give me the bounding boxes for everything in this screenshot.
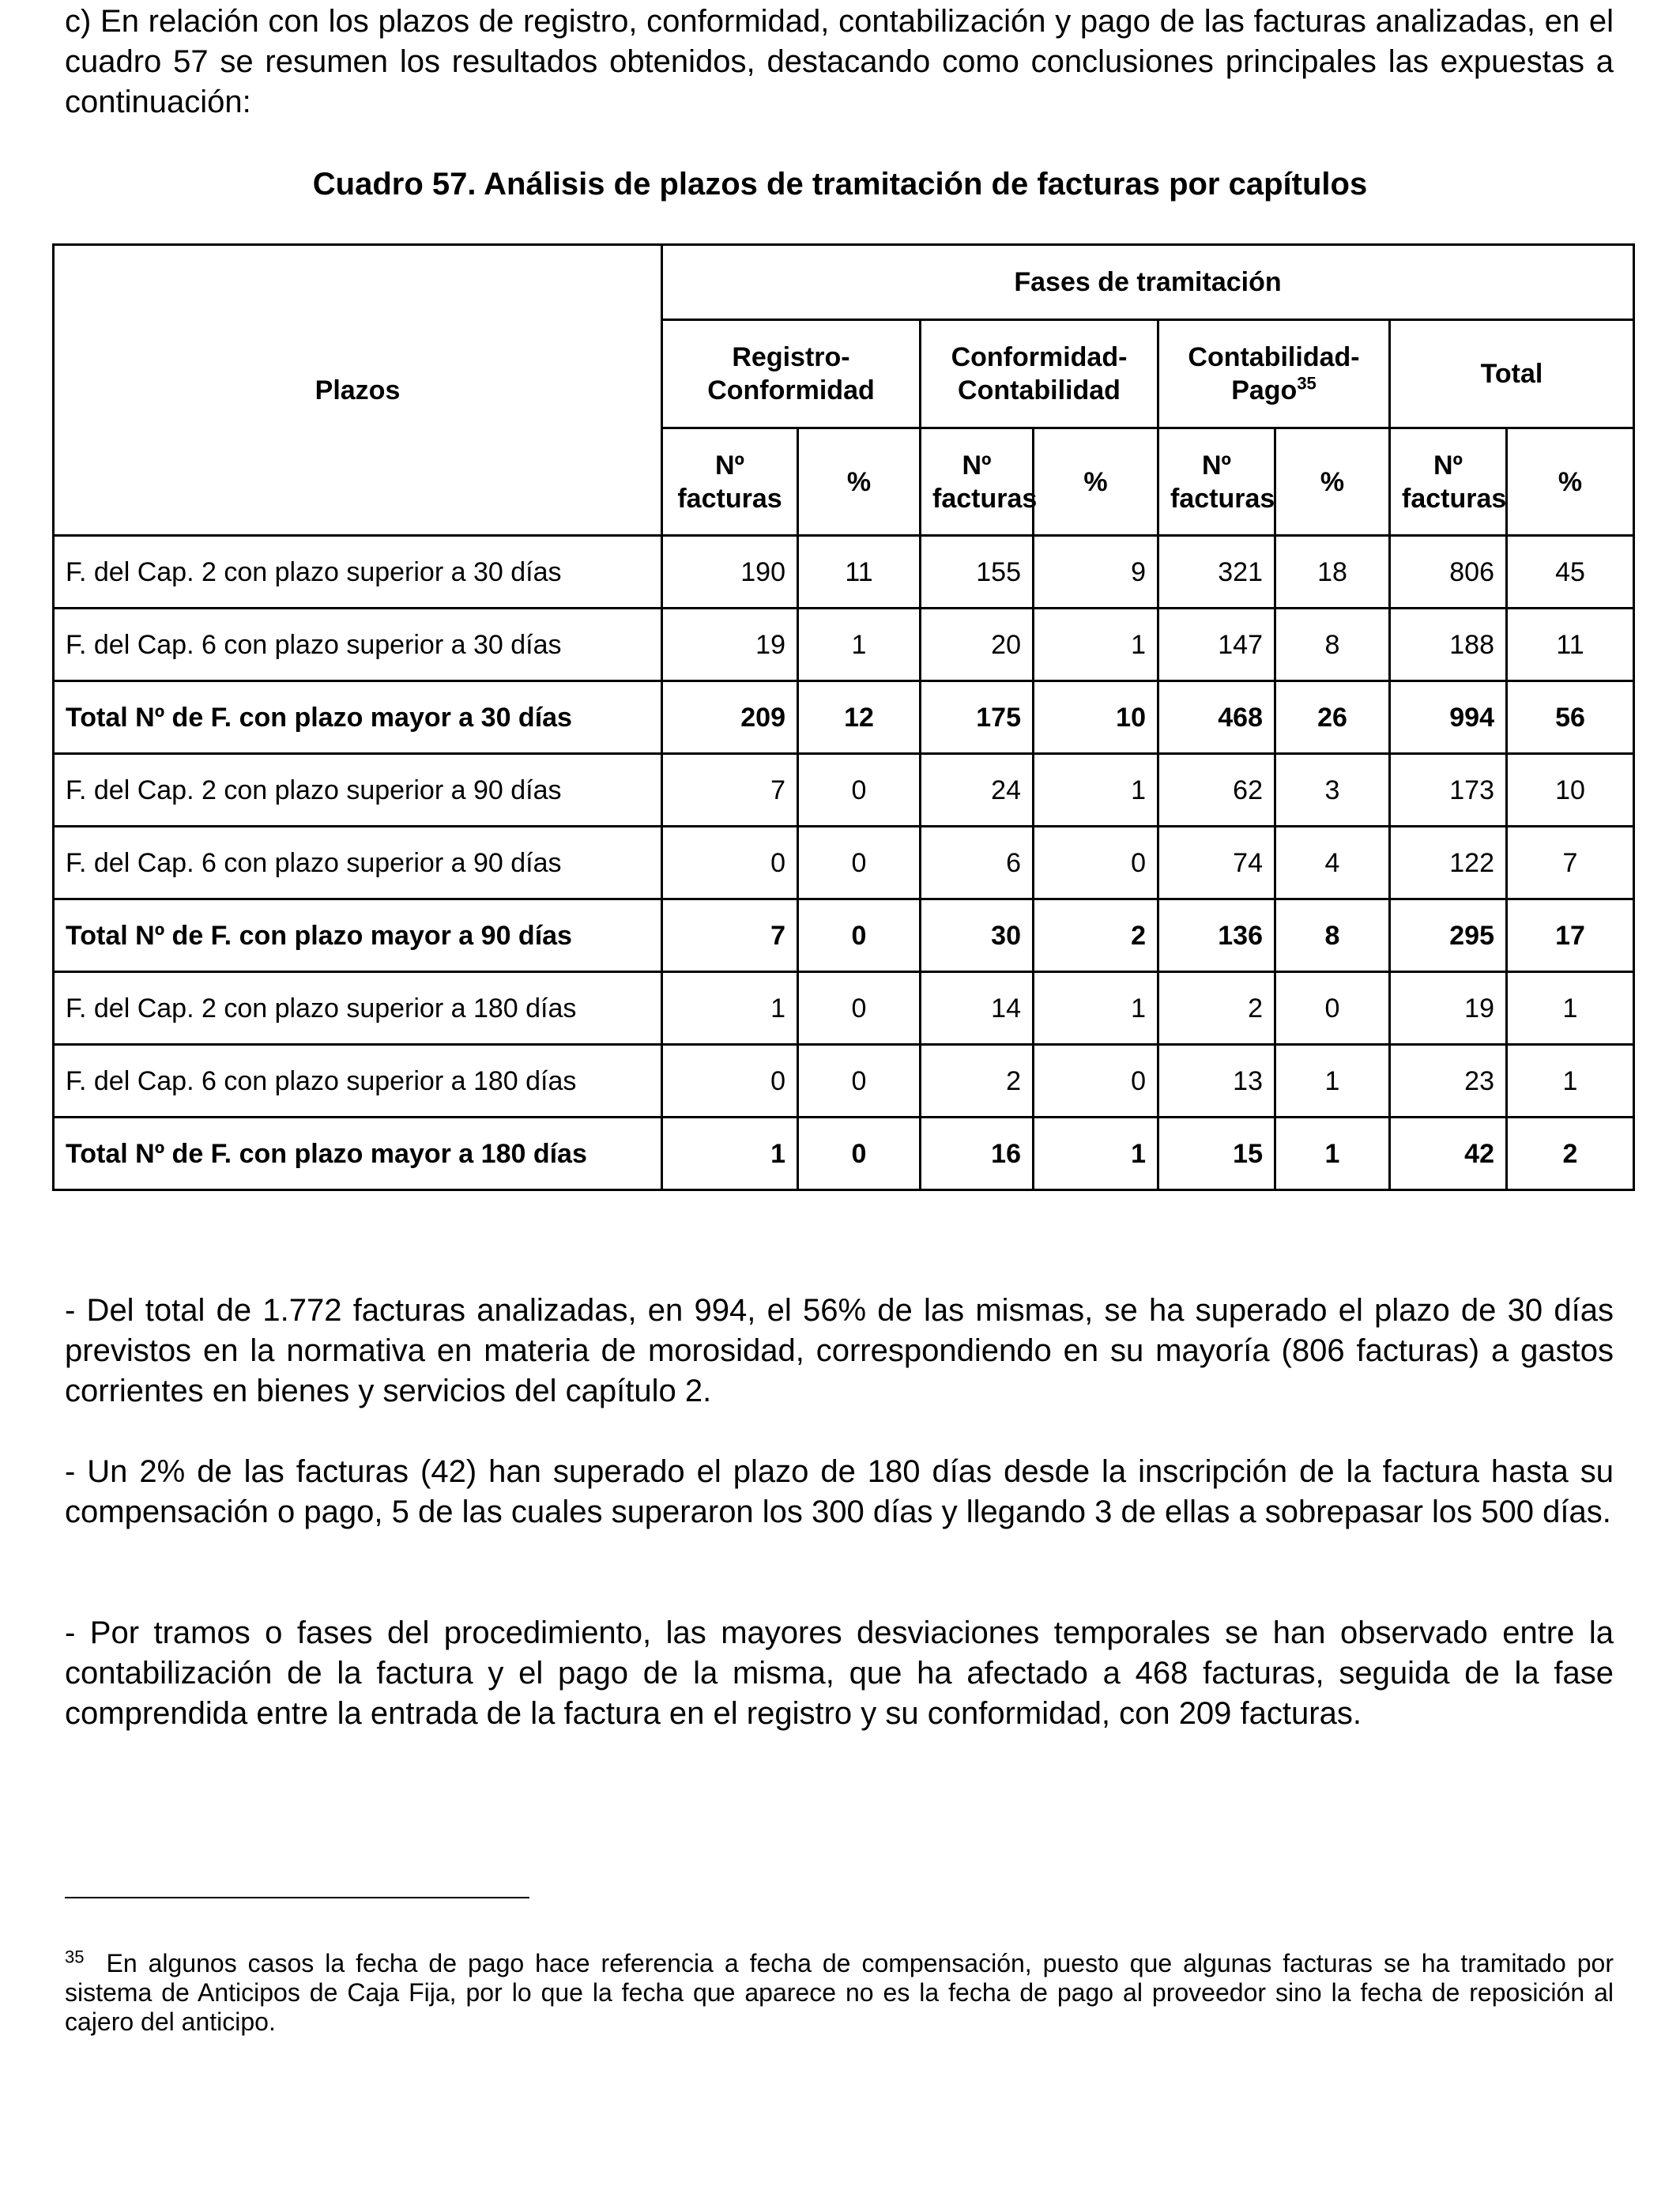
footnote-text: En algunos casos la fecha de pago hace referencia a fecha de compensación, puesto que algunas facturas se ha tramitado por sistema de Anticipos de Caja Fija, por lo que la fecha que aparece no es la fecha de pago al proveedor sino la fecha de reposición al cajero del anticipo. [65,1949,1614,2036]
cell-value: 20 [921,609,1034,681]
cell-value: 18 [1275,536,1390,609]
cell-value: 8 [1275,609,1390,681]
cell-value: 0 [798,899,921,972]
table-row [54,609,1634,681]
cell-value: 6 [921,827,1034,899]
footnote-separator [65,1897,529,1898]
sub-pct-header: % [1275,428,1390,536]
cell-value: 14 [921,972,1034,1045]
cell-value: 4 [1275,827,1390,899]
cell-value: 13 [1158,1045,1275,1118]
footnote-number: 35 [65,1947,85,1967]
table-total-row [54,1118,1634,1190]
sub-n-facturas-header: Nº facturas [662,428,798,536]
cell-value: 321 [1158,536,1275,609]
row-label: F. del Cap. 2 con plazo superior a 30 días [54,536,662,609]
table-total-row [54,681,1634,754]
footnote-ref-35: 35 [1297,373,1317,394]
conclusion-paragraph-3: - Por tramos o fases del procedimiento, las mayores desviaciones temporales se han observado entre la contabilización de la factura y el pago de la misma, que ha afectado a 468 facturas, seguida de la fase comprendida entre la entrada de la factura en el registro y su conformidad, con 209 facturas. [65,1615,1614,1731]
sub-pct-header: % [1507,428,1634,536]
cell-value: 8 [1275,899,1390,972]
cell-value: 16 [921,1118,1034,1190]
cell-value: 2 [1034,899,1158,972]
sub-n-facturas-header: Nº facturas [1158,428,1275,536]
row-label: F. del Cap. 6 con plazo superior a 180 días [54,1045,662,1118]
cell-value: 173 [1390,754,1507,827]
cell-value: 994 [1390,681,1507,754]
cell-value: 468 [1158,681,1275,754]
cell-value: 56 [1507,681,1634,754]
cell-value: 30 [921,899,1034,972]
cell-value: 10 [1507,754,1634,827]
cell-value: 45 [1507,536,1634,609]
cell-value: 1 [1275,1045,1390,1118]
footnote [65,1949,1614,2037]
cell-value: 0 [798,1045,921,1118]
cell-value: 7 [662,899,798,972]
cell-value: 42 [1390,1118,1507,1190]
table-row [54,536,1634,609]
row-label: Total Nº de F. con plazo mayor a 30 días [54,681,662,754]
cell-value: 1 [662,972,798,1045]
cell-value: 15 [1158,1118,1275,1190]
cell-value: 175 [921,681,1034,754]
cell-value: 12 [798,681,921,754]
cell-value: 3 [1275,754,1390,827]
cell-value: 19 [662,609,798,681]
cell-value: 1 [1034,754,1158,827]
cell-value: 1 [1275,1118,1390,1190]
cell-value: 1 [1034,972,1158,1045]
phase-contabilidad-pago-label: Contabilidad-Pago [1188,342,1360,405]
row-label: F. del Cap. 2 con plazo superior a 90 días [54,754,662,827]
cell-value: 1 [1507,1045,1634,1118]
cell-value: 147 [1158,609,1275,681]
plazos-table-wrapper [52,243,1635,1191]
intro-paragraph: c) En relación con los plazos de registro, conformidad, contabilización y pago de las facturas analizadas, en el cuadro 57 se resumen los resultados obtenidos, destacando como conclusiones principales las expuestas a continuación: [65,4,1614,119]
cell-value: 24 [921,754,1034,827]
cell-value: 9 [1034,536,1158,609]
phase-total-header: Total [1390,320,1634,428]
cell-value: 0 [662,827,798,899]
cell-value: 74 [1158,827,1275,899]
cell-value: 7 [662,754,798,827]
cell-value: 155 [921,536,1034,609]
table-row [54,754,1634,827]
conclusion-paragraph-1: - Del total de 1.772 facturas analizadas, en 994, el 56% de las mismas, se ha superado el plazo de 30 días previstos en la normativa en materia de morosidad, correspondiendo en su mayoría (806 facturas) a gastos corrientes en bienes y servicios del capítulo 2. [65,1293,1614,1408]
cell-value: 806 [1390,536,1507,609]
cell-value: 0 [798,827,921,899]
cell-value: 19 [1390,972,1507,1045]
conclusion-paragraph-2: - Un 2% de las facturas (42) han superado el plazo de 180 días desde la inscripción de la factura hasta su compensación o pago, 5 de las cuales superaron los 300 días y llegando 3 de ellas a sobrepasar los 500 días. [65,1454,1614,1529]
row-label: F. del Cap. 2 con plazo superior a 180 días [54,972,662,1045]
cell-value: 1 [1034,1118,1158,1190]
row-label: F. del Cap. 6 con plazo superior a 90 días [54,827,662,899]
table-row [54,972,1634,1045]
cell-value: 2 [921,1045,1034,1118]
table-row [54,827,1634,899]
phase-registro-conformidad-header: Registro-Conformidad [662,320,921,428]
cell-value: 7 [1507,827,1634,899]
cell-value: 2 [1158,972,1275,1045]
plazos-table [52,243,1635,1191]
cell-value: 11 [1507,609,1634,681]
table-row [54,1045,1634,1118]
cell-value: 1 [662,1118,798,1190]
cell-value: 1 [1507,972,1634,1045]
cell-value: 122 [1390,827,1507,899]
cell-value: 0 [1034,1045,1158,1118]
cell-value: 136 [1158,899,1275,972]
cell-value: 1 [798,609,921,681]
cell-value: 26 [1275,681,1390,754]
cell-value: 2 [1507,1118,1634,1190]
row-label: F. del Cap. 6 con plazo superior a 30 días [54,609,662,681]
cell-value: 295 [1390,899,1507,972]
cell-value: 23 [1390,1045,1507,1118]
phase-contabilidad-pago-header [1158,320,1390,428]
cell-value: 0 [662,1045,798,1118]
cell-value: 190 [662,536,798,609]
row-label: Total Nº de F. con plazo mayor a 180 días [54,1118,662,1190]
sub-pct-header: % [798,428,921,536]
plazos-header: Plazos [54,245,662,536]
cell-value: 0 [798,972,921,1045]
cell-value: 0 [798,754,921,827]
cell-value: 62 [1158,754,1275,827]
phase-conformidad-contabilidad-header: Conformidad-Contabilidad [921,320,1158,428]
row-label: Total Nº de F. con plazo mayor a 90 días [54,899,662,972]
table-caption: Cuadro 57. Análisis de plazos de tramitación de facturas por capítulos [312,167,1368,202]
cell-value: 0 [1034,827,1158,899]
cell-value: 0 [1275,972,1390,1045]
cell-value: 188 [1390,609,1507,681]
table-total-row [54,899,1634,972]
cell-value: 209 [662,681,798,754]
cell-value: 1 [1034,609,1158,681]
cell-value: 11 [798,536,921,609]
sub-n-facturas-header: Nº facturas [921,428,1034,536]
cell-value: 10 [1034,681,1158,754]
cell-value: 0 [798,1118,921,1190]
sub-n-facturas-header: Nº facturas [1390,428,1507,536]
fases-header: Fases de tramitación [662,245,1634,320]
sub-pct-header: % [1034,428,1158,536]
cell-value: 17 [1507,899,1634,972]
